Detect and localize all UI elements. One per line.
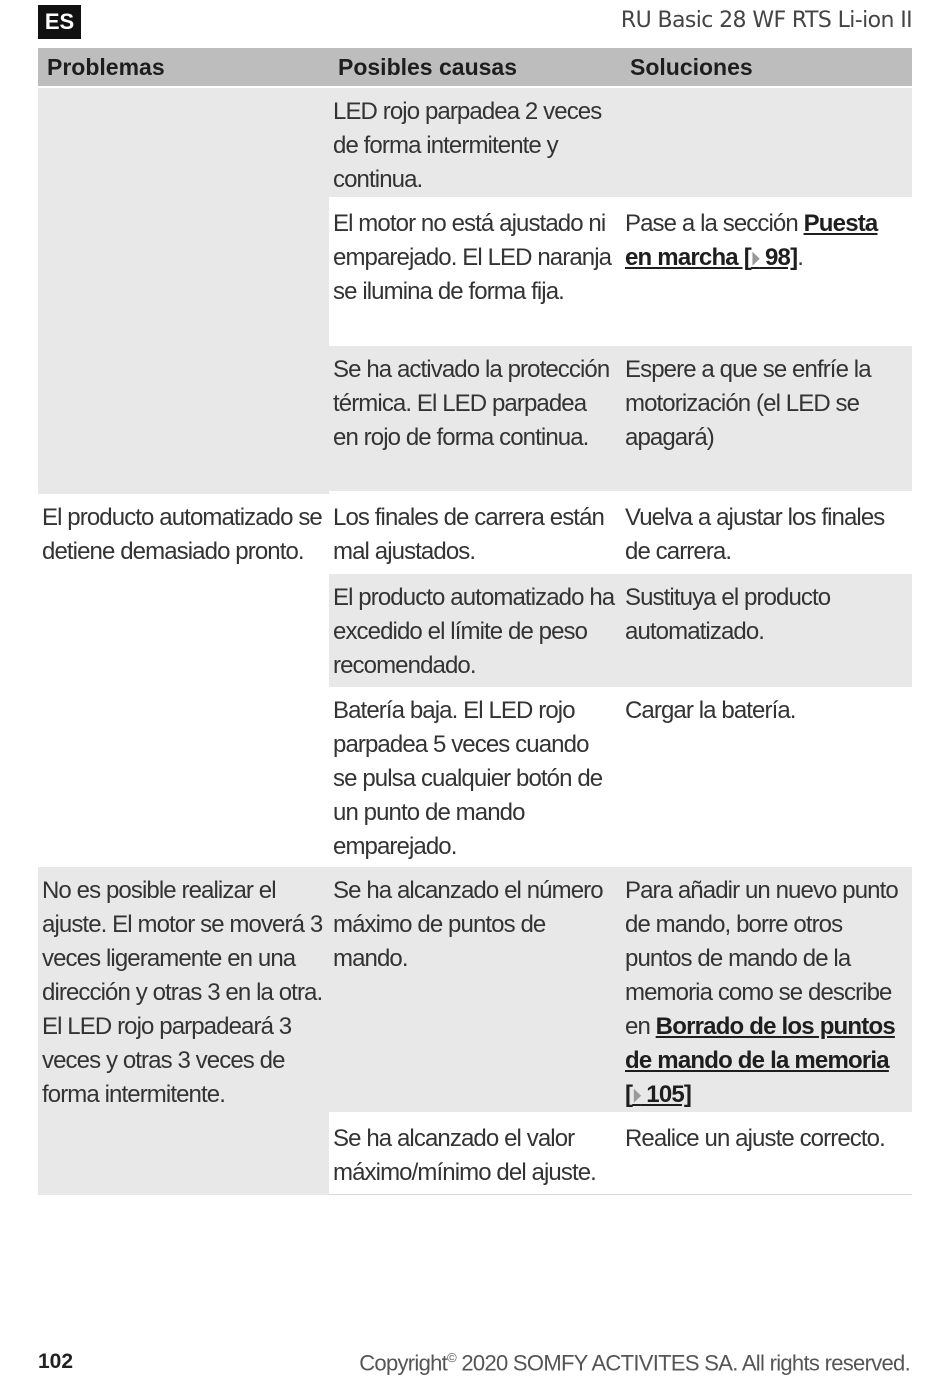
copyright-symbol: © — [447, 1350, 456, 1365]
document-title: RU Basic 28 WF RTS Li-ion II — [620, 8, 912, 33]
header-problemas: Problemas — [38, 48, 329, 88]
header-posibles-causas: Posibles causas — [329, 48, 621, 88]
solution-cell — [621, 200, 912, 346]
cause-cell: El motor no está ajustado ni emparejado. El LED naranja se ilumina de forma fija. — [329, 200, 621, 346]
problem-cell — [38, 88, 329, 494]
problem-cell: No es posible realizar el ajuste. El motor se moverá 3 veces ligeramente en una dirección y otras 3 en la otra. El LED rojo parpadeará 3 veces y otras 3 veces de forma intermitente. — [38, 867, 329, 1195]
page-arrow-icon: ⏵ — [632, 1086, 641, 1106]
cause-cell: El producto automatizado ha excedido el límite de peso recomendado. — [329, 574, 621, 687]
cause-cell: Se ha alcanzado el valor máximo/mínimo del ajuste. — [329, 1115, 621, 1195]
cause-cell: Se ha alcanzado el número máximo de puntos de mando. — [329, 867, 621, 1115]
cause-cell: Los finales de carrera están mal ajustados. — [329, 494, 621, 574]
solution-cell: Espere a que se enfríe la motorización (el LED se apagará) — [621, 346, 912, 494]
solution-cell — [621, 88, 912, 200]
solution-cell: Vuelva a ajustar los finales de carrera. — [621, 494, 912, 574]
page-number: 102 — [38, 1350, 74, 1373]
problem-cell: El producto automatizado se detiene demasiado pronto. — [38, 494, 329, 867]
cause-cell: Batería baja. El LED rojo parpadea 5 veces cuando se pulsa cualquier botón de un punto de mando emparejado. — [329, 687, 621, 867]
link-page: 98] — [759, 244, 798, 271]
link-text: Borrado de los puntos de mando de la memoria [ — [625, 1013, 895, 1108]
borrado-puntos-link[interactable] — [625, 1013, 895, 1108]
header-soluciones: Soluciones — [621, 48, 912, 88]
copyright-text: 2020 SOMFY ACTIVITES SA. All rights reserved. — [455, 1350, 910, 1376]
solution-cell: Cargar la batería. — [621, 687, 912, 867]
copyright-notice — [359, 1350, 910, 1376]
solution-cell — [621, 867, 912, 1115]
solution-cell: Sustituya el producto automatizado. — [621, 574, 912, 687]
link-page: 105] — [640, 1081, 692, 1108]
cause-cell: LED rojo parpadea 2 veces de forma intermitente y continua. — [329, 88, 621, 200]
solution-text: . — [797, 244, 804, 271]
solution-text: Para añadir un nuevo punto de mando, borre otros puntos de mando de la memoria como se describe en — [625, 877, 898, 1040]
copyright-text: Copyright — [359, 1350, 448, 1376]
solution-cell: Realice un ajuste correcto. — [621, 1115, 912, 1195]
troubleshooting-table — [38, 48, 912, 1195]
language-badge: ES — [38, 5, 81, 39]
cause-cell: Se ha activado la protección térmica. El LED parpadea en rojo de forma continua. — [329, 346, 621, 494]
solution-text: Pase a la sección — [625, 210, 804, 237]
page-arrow-icon: ⏵ — [750, 249, 760, 269]
link-text: Puesta en marcha [ — [625, 210, 878, 271]
